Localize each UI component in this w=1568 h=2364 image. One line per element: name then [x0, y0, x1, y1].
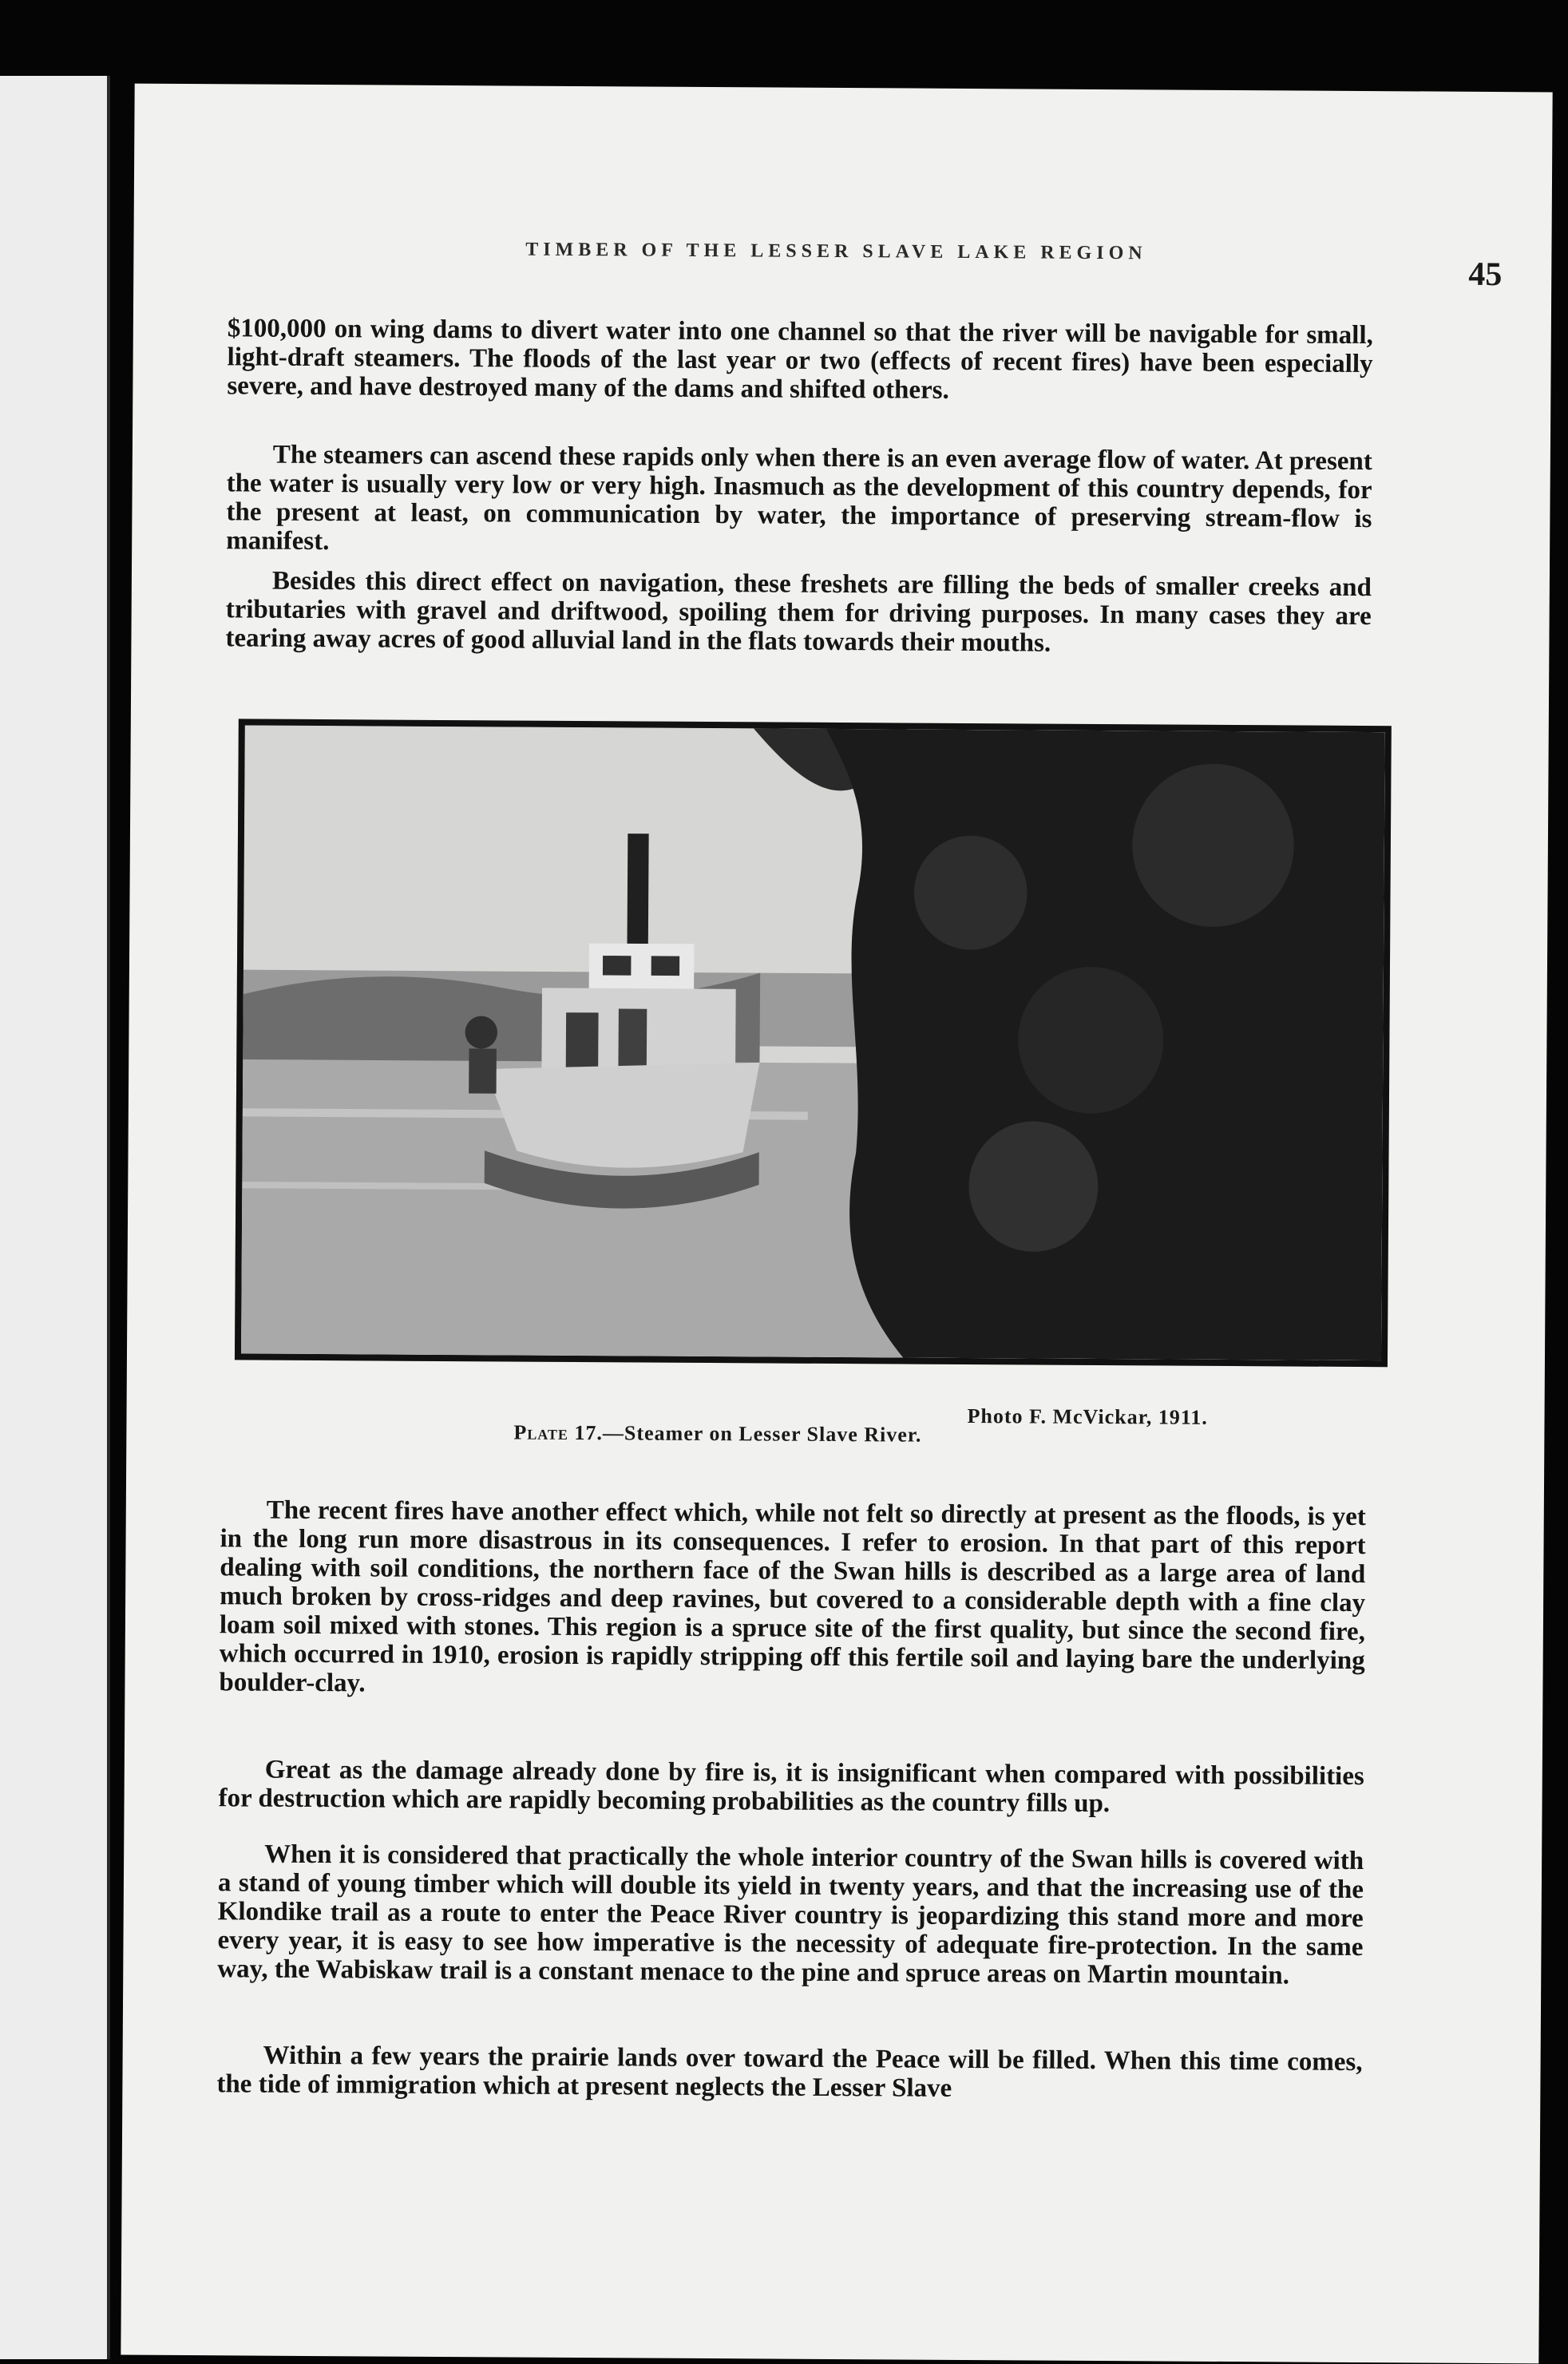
plate-caption-text: —Steamer on Lesser Slave River.	[602, 1421, 922, 1447]
paragraph-2: The steamers can ascend these rapids only when there is an even average flow of water. At present the water is usually very low or very high. Inasmuch as the development of this country depends, for the present at least, on communication by water, the importance of preserving stream-flow is manifest.	[226, 440, 1372, 556]
adjacent-page-edge	[0, 76, 110, 2359]
paragraph-3: Besides this direct effect on navigation, these freshets are filling the beds of smaller creeks and tributaries with gravel and driftwood, spoiling them for driving purposes. In many cases they are tearing away acres of good alluvial land in the flats towards their mouths.	[225, 566, 1372, 658]
plate-label: Plate 17.	[513, 1420, 604, 1445]
paragraph-5: Great as the damage already done by fire is, it is insignificant when compared with possibilities for destruction which are rapidly becoming probabilities as the country fills up.	[218, 1755, 1364, 1819]
plate-caption	[513, 1421, 921, 1447]
page-number: 45	[1468, 255, 1503, 294]
paragraph-7: Within a few years the prairie lands over toward the Peace will be filled. When this time comes, the tide of immigration which at present neglects the Lesser Slave	[216, 2041, 1363, 2103]
paragraph-6: When it is considered that practically the whole interior country of the Swan hills is covered with a stand of young timber which will double its yield in twenty years, and that the increasing use of the Klondike trail as a route to enter the Peace River country is jeopardizing this stand more and more every year, it is easy to see how imperative is the necessity of adequate fire-protection. In the same way, the Wabiskaw trail is a constant menace to the pine and spruce areas on Martin mountain.	[217, 1839, 1364, 1990]
photo-credit: Photo F. McVickar, 1911.	[967, 1404, 1208, 1429]
paragraph-1: $100,000 on wing dams to divert water into one channel so that the river will be navigable for small, light-draft steamers. The floods of the last year or two (effects of recent fires) have been especially severe, and have destroyed many of the dams and shifted others.	[227, 314, 1373, 405]
book-page	[121, 84, 1552, 2364]
running-head: TIMBER OF THE LESSER SLAVE LAKE REGION	[525, 239, 1147, 264]
paragraph-4: The recent fires have another effect which, while not felt so directly at present as the floods, is yet in the long run more disastrous in its consequences. I refer to erosion. In that part of this report dealing with soil conditions, the northern face of the Swan hills is described as a large area of land much broken by cross-ridges and deep ravines, but covered to a considerable depth with a fine clay loam soil mixed with stones. This region is a spruce site of the first quality, but since the second fire, which occurred in 1910, erosion is rapidly stripping off this fertile soil and laying bare the underlying boulder-clay.	[219, 1495, 1366, 1698]
steamer-photograph	[235, 719, 1392, 1367]
